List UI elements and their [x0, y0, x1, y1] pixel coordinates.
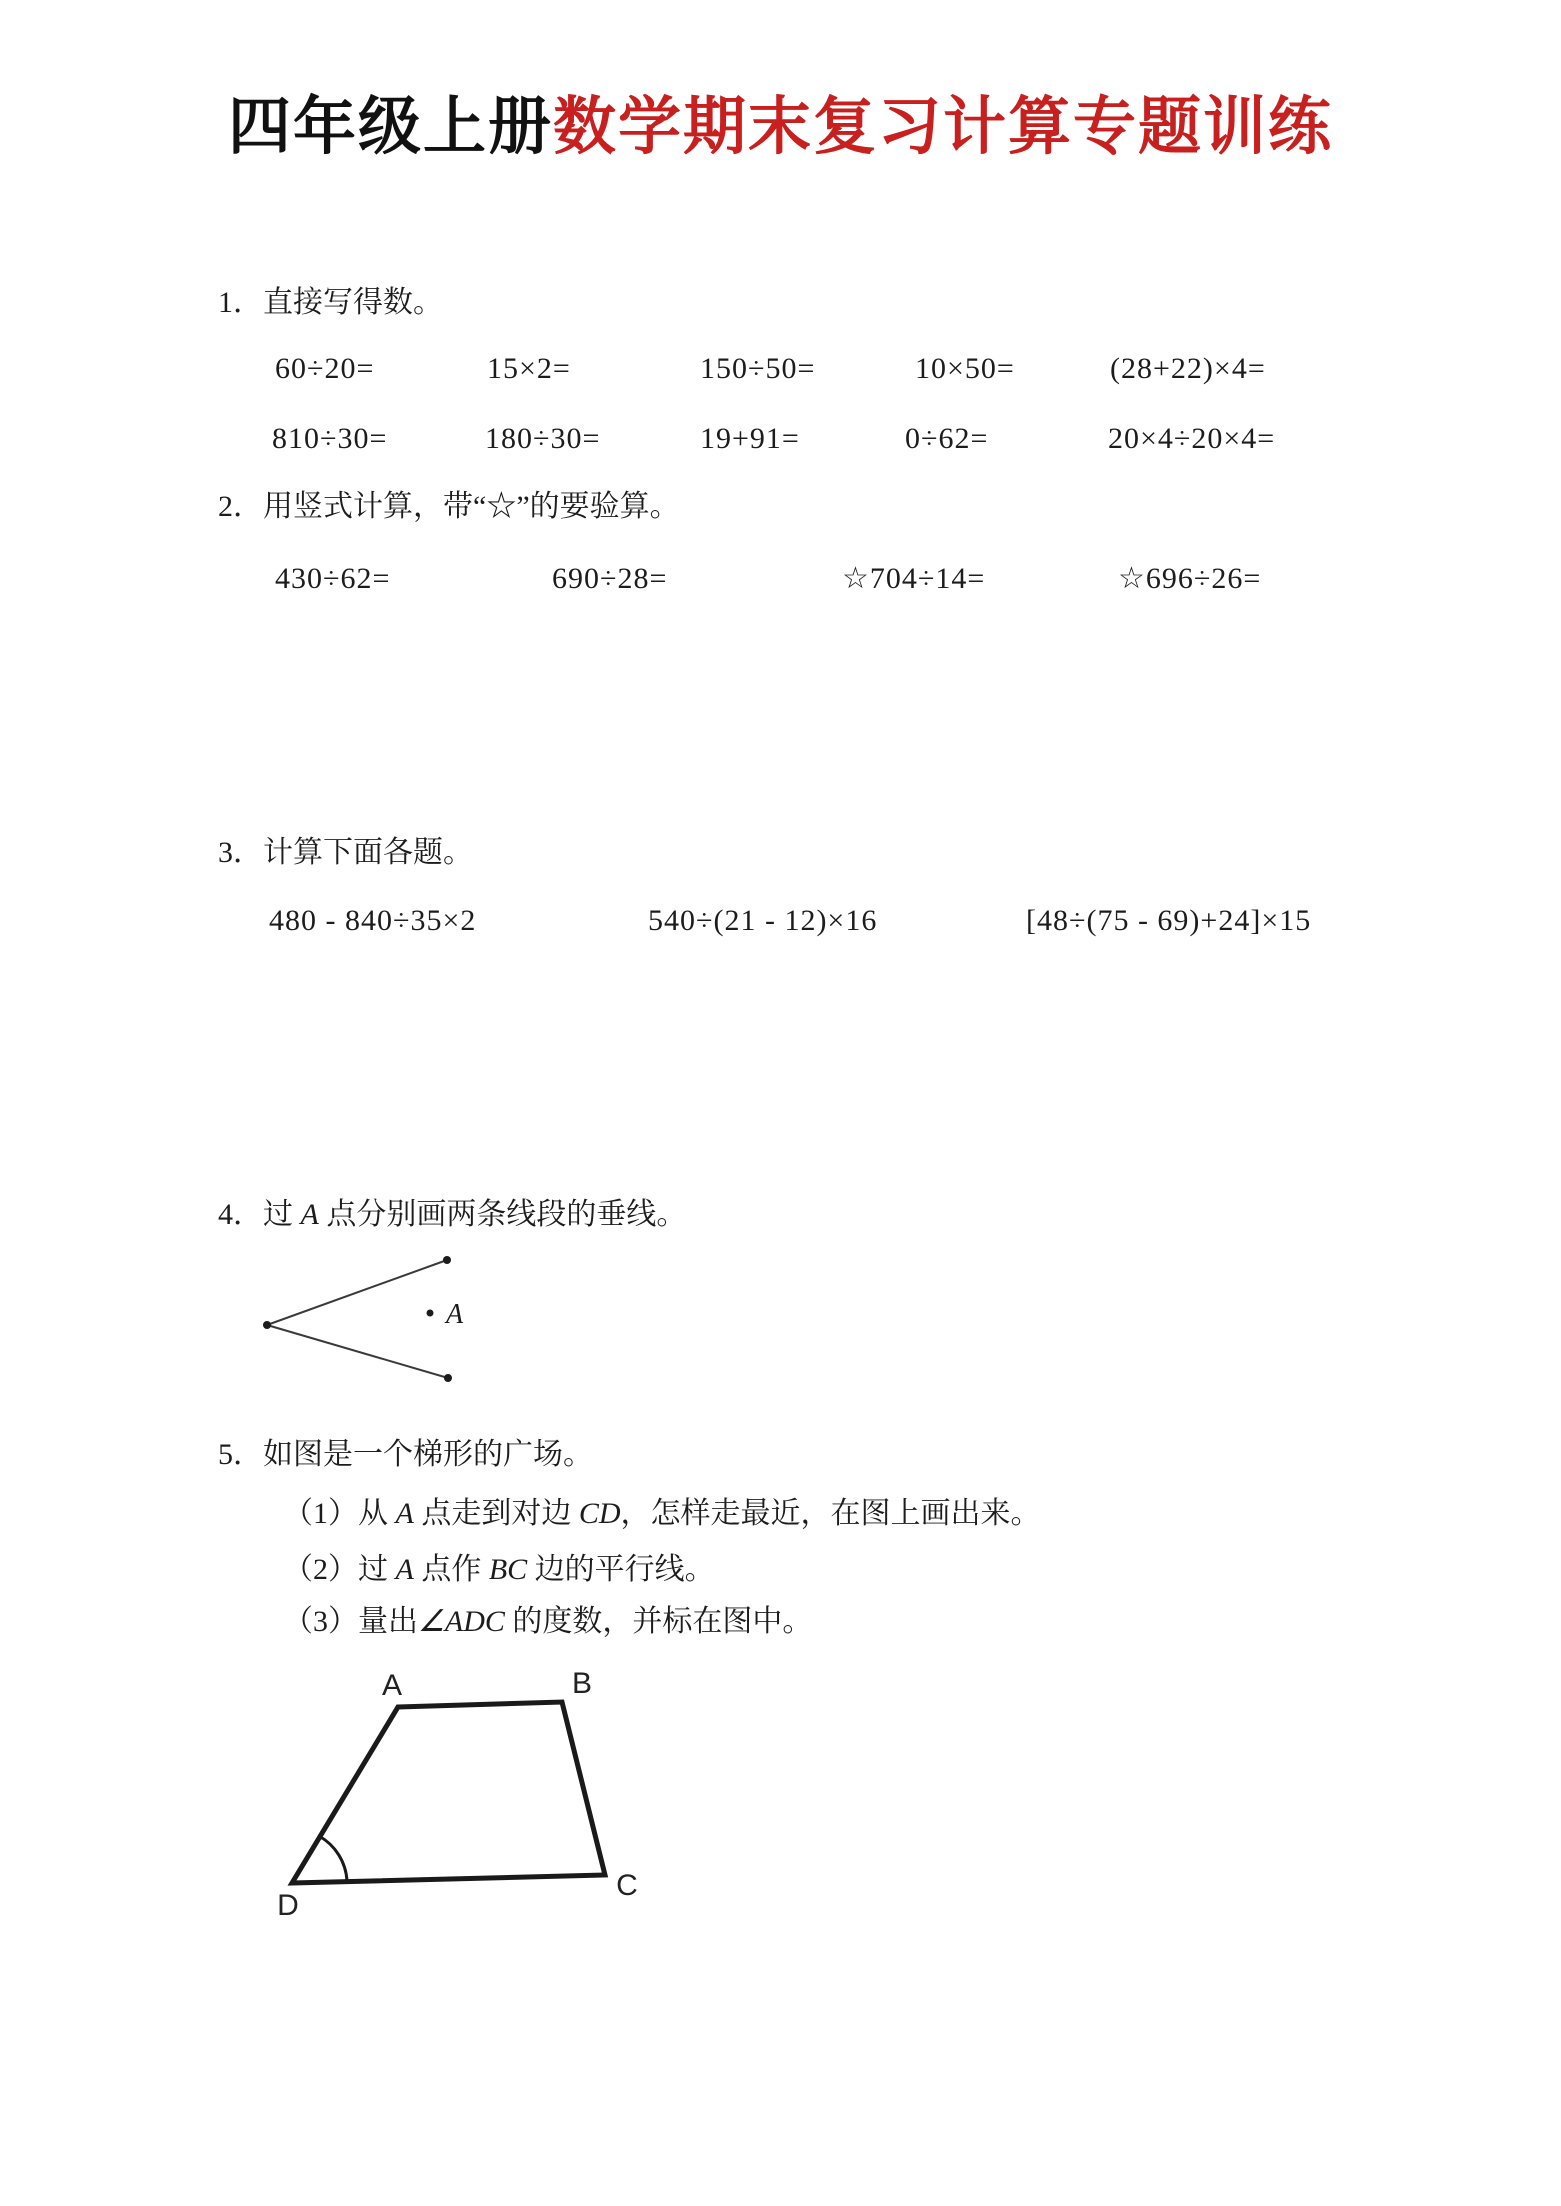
problem1-row1-expr-0: 60÷20= — [275, 352, 375, 385]
problem5-sub2 — [283, 1553, 715, 1587]
problem5-heading: 5．如图是一个梯形的广场。 — [218, 1438, 593, 1471]
problem5-sub1 — [283, 1497, 1041, 1531]
problem1-row2-expr-0: 810÷30= — [272, 422, 388, 455]
segment-upper-endpoint-dot — [443, 1256, 451, 1264]
problem2-heading: 2．用竖式计算，带“☆”的要验算。 — [218, 490, 680, 523]
problem4-heading-text2: 点分别画两条线段的垂线。 — [318, 1198, 687, 1231]
sub1-text0: （1）从 — [283, 1497, 396, 1530]
angle-d-arc — [319, 1836, 347, 1881]
sub1-var-cd: CD — [578, 1497, 621, 1530]
problem4-heading-text: 4．过 — [218, 1198, 301, 1231]
problem2-expr-1: 690÷28= — [552, 562, 668, 595]
segment-common-endpoint-dot — [263, 1321, 271, 1329]
sub1-text2: ，怎样走最近，在图上画出来。 — [620, 1497, 1041, 1530]
problem4-heading-var-a: A — [300, 1198, 319, 1231]
problem5-sub3 — [283, 1605, 812, 1639]
sub2-text2: 边的平行线。 — [527, 1553, 715, 1586]
problem1-row1-expr-4: (28+22)×4= — [1110, 352, 1266, 385]
problem2-expr-2: ☆704÷14= — [842, 562, 986, 595]
sub1-var-a: A — [395, 1497, 414, 1530]
segment-line-upper — [267, 1260, 447, 1325]
sub2-var-bc: BC — [488, 1553, 528, 1586]
problem3-expr-1: 540÷(21 - 12)×16 — [648, 904, 878, 937]
problem1-row1-expr-1: 15×2= — [487, 352, 571, 385]
sub3-text0: （3）量出 — [283, 1605, 418, 1638]
problem1-heading: 1．直接写得数。 — [218, 286, 443, 319]
point-a-dot — [427, 1310, 434, 1317]
segment-lower-endpoint-dot — [444, 1374, 452, 1382]
problem3-heading: 3．计算下面各题。 — [218, 836, 473, 869]
trapezoid-figure — [240, 1665, 700, 1930]
segments-figure — [250, 1245, 480, 1405]
sub2-text1: 点作 — [413, 1553, 489, 1586]
title-black-part: 四年级上册 — [228, 92, 553, 162]
problem2-expr-0: 430÷62= — [275, 562, 391, 595]
sub3-text1: 的度数，并标在图中。 — [504, 1605, 813, 1638]
sub2-var-a: A — [395, 1553, 414, 1586]
problem4-heading — [218, 1198, 686, 1232]
problem1-row2-expr-2: 19+91= — [700, 422, 800, 455]
problem1-row1-expr-2: 150÷50= — [700, 352, 816, 385]
sub2-text0: （2）过 — [283, 1553, 396, 1586]
sub1-text1: 点走到对边 — [413, 1497, 579, 1530]
vertex-label-d: D — [277, 1889, 299, 1922]
vertex-label-c: C — [616, 1869, 638, 1902]
problem1-row2-expr-1: 180÷30= — [485, 422, 601, 455]
vertex-label-b: B — [571, 1667, 593, 1700]
point-a-label: A — [446, 1299, 464, 1330]
problem2-expr-3: ☆696÷26= — [1118, 562, 1262, 595]
problem1-row1-expr-3: 10×50= — [915, 352, 1015, 385]
problem3-expr-2: [48÷(75 - 69)+24]×15 — [1026, 904, 1312, 937]
segment-line-lower — [267, 1325, 448, 1378]
title-red-part: 数学期末复习计算专题训练 — [553, 92, 1333, 162]
page-title — [0, 76, 1561, 167]
sub3-angle-adc: ∠ADC — [418, 1605, 505, 1638]
problem1-row2-expr-3: 0÷62= — [905, 422, 989, 455]
problem1-row2-expr-4: 20×4÷20×4= — [1108, 422, 1276, 455]
problem3-expr-0: 480 - 840÷35×2 — [269, 904, 477, 937]
vertex-label-a: A — [381, 1669, 403, 1702]
